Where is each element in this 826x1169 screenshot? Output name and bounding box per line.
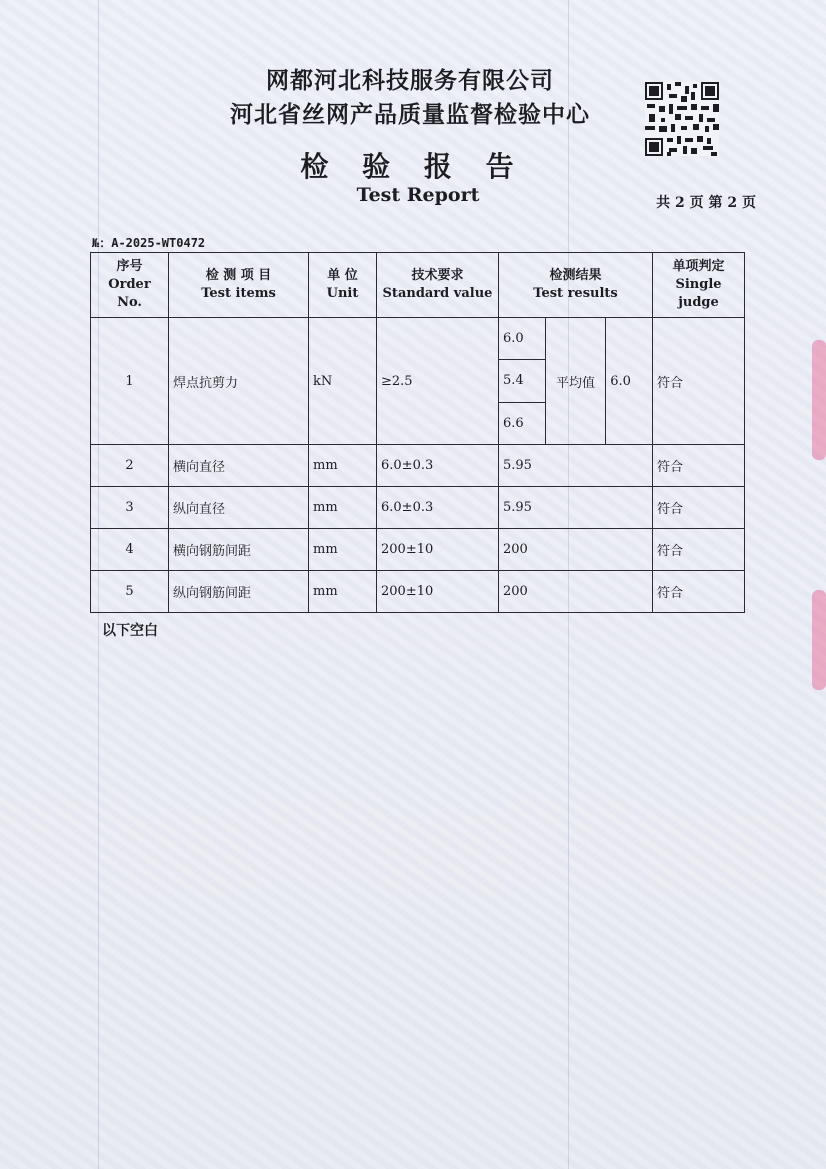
judge-cell: 符合 — [653, 445, 745, 487]
table-header-row — [91, 253, 745, 318]
unit-cell: mm — [309, 487, 377, 529]
judge-cell: 符合 — [653, 487, 745, 529]
shear-results-subtable — [499, 318, 652, 444]
test-item: 纵向钢筋间距 — [169, 571, 309, 613]
seal-stamp-edge — [812, 340, 826, 460]
result-cell: 5.95 — [499, 445, 653, 487]
header-order: 序号 Order No. — [91, 253, 169, 318]
shear-value: 6.0 — [499, 318, 545, 360]
average-value: 6.0 — [606, 318, 652, 444]
result-cell: 200 — [499, 571, 653, 613]
table-row — [91, 571, 745, 613]
standard-cell: 200±10 — [377, 571, 499, 613]
judge-cell: 符合 — [653, 571, 745, 613]
row-number: 2 — [91, 445, 169, 487]
header-items: 检 测 项 目 Test items — [169, 253, 309, 318]
header-judge: 单项判定 Single judge — [653, 253, 745, 318]
company-name: 网都河北科技服务有限公司 — [266, 67, 554, 94]
standard-cell: 6.0±0.3 — [377, 445, 499, 487]
results-cell — [499, 318, 653, 445]
unit-cell: kN — [309, 318, 377, 445]
table-row — [91, 529, 745, 571]
unit-cell: mm — [309, 529, 377, 571]
header-results: 检测结果 Test results — [499, 253, 653, 318]
center-name: 河北省丝网产品质量监督检验中心 — [230, 101, 590, 128]
test-item: 横向直径 — [169, 445, 309, 487]
average-label: 平均值 — [545, 318, 605, 444]
header-unit: 单 位 Unit — [309, 253, 377, 318]
test-results-table — [90, 252, 745, 613]
result-cell: 5.95 — [499, 487, 653, 529]
row-number: 5 — [91, 571, 169, 613]
row-number: 3 — [91, 487, 169, 529]
test-item: 纵向直径 — [169, 487, 309, 529]
table-row — [91, 445, 745, 487]
page-counter: 共 2 页 第 2 页 — [656, 195, 756, 211]
row-number: 1 — [91, 318, 169, 445]
unit-cell: mm — [309, 571, 377, 613]
shear-value: 5.4 — [499, 360, 545, 403]
shear-value: 6.6 — [499, 402, 545, 444]
report-title-cn: 检 验 报 告 — [300, 150, 526, 183]
table-row — [91, 487, 745, 529]
qr-code-icon — [645, 82, 719, 156]
judge-cell: 符合 — [653, 529, 745, 571]
seal-stamp-edge — [812, 590, 826, 690]
header-standard: 技术要求 Standard value — [377, 253, 499, 318]
judge-cell: 符合 — [653, 318, 745, 445]
unit-cell: mm — [309, 445, 377, 487]
test-item: 焊点抗剪力 — [169, 318, 309, 445]
test-item: 横向钢筋间距 — [169, 529, 309, 571]
blank-below-note: 以下空白 — [102, 623, 158, 639]
report-number: №：A-2025-WT0472 — [92, 236, 206, 250]
standard-cell: ≥2.5 — [377, 318, 499, 445]
row-number: 4 — [91, 529, 169, 571]
standard-cell: 6.0±0.3 — [377, 487, 499, 529]
table-row — [91, 318, 745, 445]
report-title-en: Test Report — [356, 184, 480, 206]
result-cell: 200 — [499, 529, 653, 571]
standard-cell: 200±10 — [377, 529, 499, 571]
